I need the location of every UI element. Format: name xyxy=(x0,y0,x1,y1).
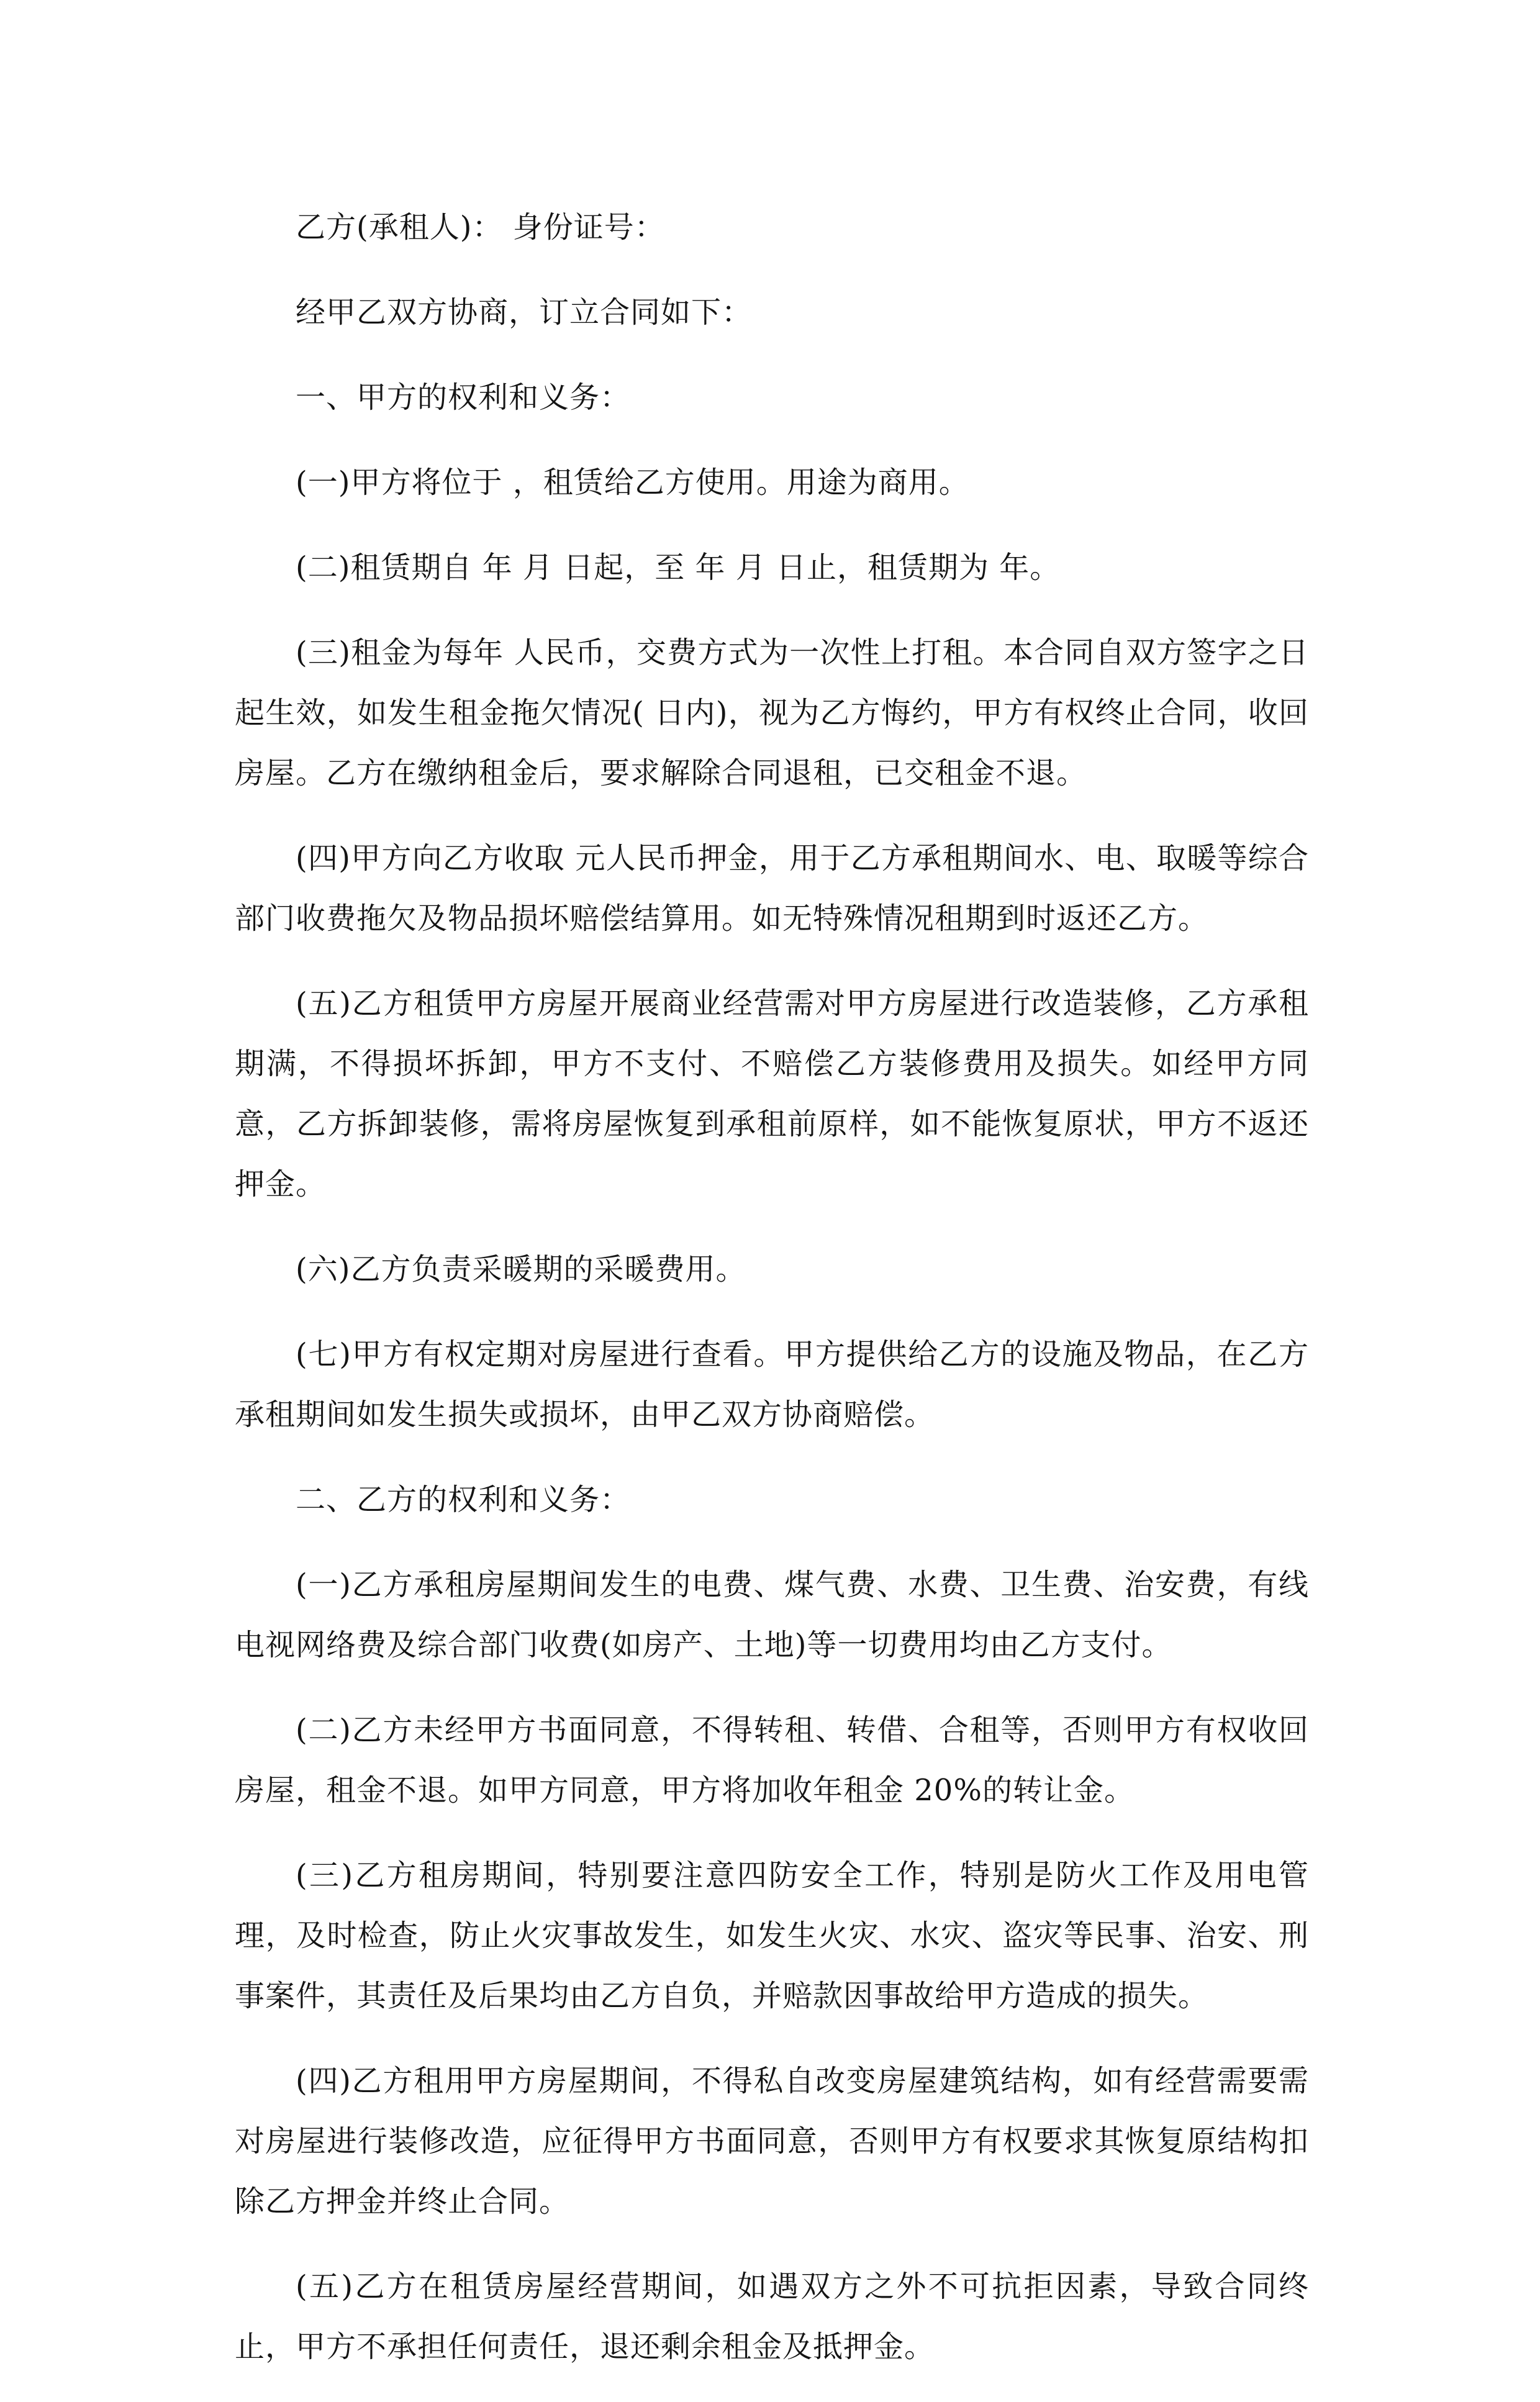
paragraph-agreement-intro: 经甲乙双方协商，订立合同如下： xyxy=(296,295,753,330)
clause-a-6: (六)乙方负责采暖期的采暖费用。 xyxy=(296,1252,746,1287)
clause-a-7: (七)甲方有权定期对房屋进行查看。甲方提供给乙方的设施及物品，在乙方承租期间如发生损失或损坏，由甲乙双方协商赔偿。 xyxy=(235,1337,1309,1432)
clause-a-4: (四)甲方向乙方收取 元人民币押金，用于乙方承租期间水、电、取暖等综合部门收费拖欠及物品损坏赔偿结算用。如无特殊情况租期到时返还乙方。 xyxy=(235,841,1309,936)
clause-b-2: (二)乙方未经甲方书面同意，不得转租、转借、合租等，否则甲方有权收回房屋，租金不退。如甲方同意，甲方将加收年租金 20%的转让金。 xyxy=(235,1713,1309,1808)
clause-a-3: (三)租金为每年 人民币，交费方式为一次性上打租。本合同自双方签字之日起生效，如发生租金拖欠情况( 日内)，视为乙方悔约，甲方有权终止合同，收回房屋。乙方在缴纳租金后，要求解除合同退租，已交租金不退。 xyxy=(235,635,1309,791)
clause-b-1: (一)乙方承租房屋期间发生的电费、煤气费、水费、卫生费、治安费，有线电视网络费及综合部门收费(如房产、土地)等一切费用均由乙方支付。 xyxy=(235,1567,1309,1662)
clause-a-2: (二)租赁期自 年 月 日起，至 年 月 日止，租赁期为 年。 xyxy=(296,550,1061,585)
clause-b-3: (三)乙方租房期间，特别要注意四防安全工作，特别是防火工作及用电管理，及时检查，防止火灾事故发生，如发生火灾、水灾、盗灾等民事、治安、刑事案件，其责任及后果均由乙方自负，并赔款因事故给甲方造成的损失。 xyxy=(235,1858,1309,2013)
clause-a-1: (一)甲方将位于 ，租赁给乙方使用。用途为商用。 xyxy=(296,465,969,500)
clause-a-5: (五)乙方租赁甲方房屋开展商业经营需对甲方房屋进行改造装修，乙方承租期满，不得损坏拆卸，甲方不支付、不赔偿乙方装修费用及损失。如经甲方同意，乙方拆卸装修，需将房屋恢复到承租前原样，如不能恢复原状，甲方不返还押金。 xyxy=(235,986,1309,1202)
section-heading-party-b: 二、乙方的权利和义务： xyxy=(296,1482,631,1517)
document-body xyxy=(235,197,1309,2402)
clause-b-4: (四)乙方租用甲方房屋期间，不得私自改变房屋建筑结构，如有经营需要需对房屋进行装修改造，应征得甲方书面同意，否则甲方有权要求其恢复原结构扣除乙方押金并终止合同。 xyxy=(235,2064,1309,2219)
clause-b-5: (五)乙方在租赁房屋经营期间，如遇双方之外不可抗拒因素，导致合同终止，甲方不承担任何责任，退还剩余租金及抵押金。 xyxy=(235,2269,1309,2364)
paragraph-lessee-info: 乙方(承租人)： 身份证号： xyxy=(296,210,665,245)
section-heading-party-a: 一、甲方的权利和义务： xyxy=(296,380,631,415)
